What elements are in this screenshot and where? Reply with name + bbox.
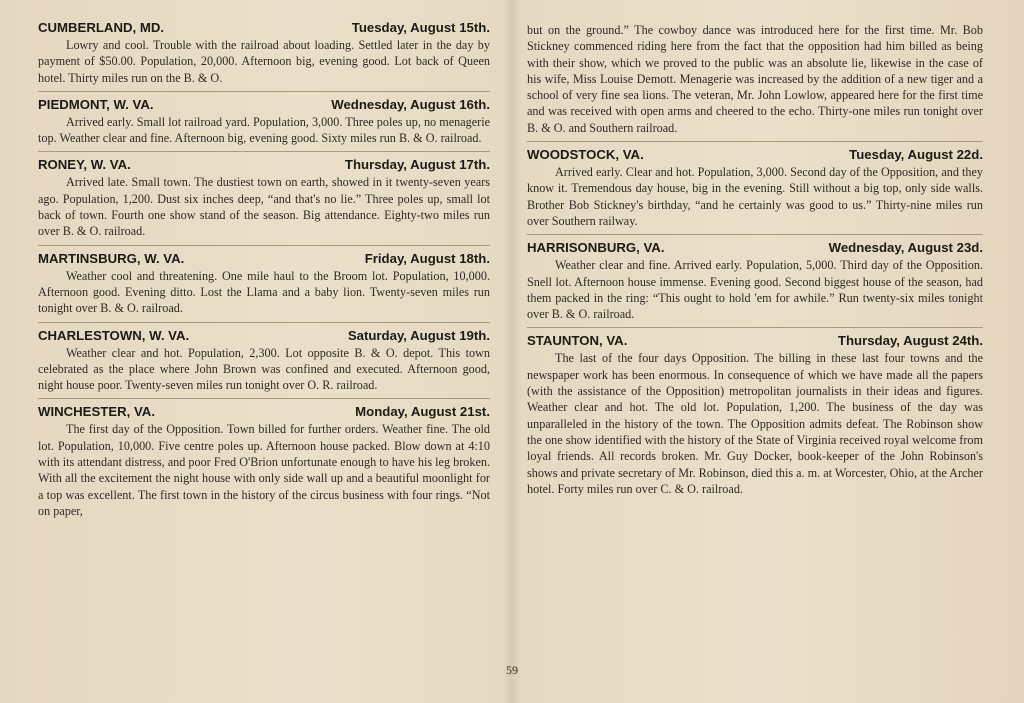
entry-staunton [527,333,983,502]
entry-harrisonburg [527,240,983,328]
entry-date: Tuesday, August 22d. [849,147,983,163]
page-number: 59 [506,663,518,677]
entry-roney [38,157,490,245]
entry-text: Lowry and cool. Trouble with the railroad about loading. Settled later in the day by payment of $50.00. Population, 20,000. Afternoon big, evening good. Lot back of Queen hotel. Thirty miles run on the B. & O. [38,38,490,85]
entry-place: WOODSTOCK, VA. [527,147,644,163]
entry-cumberland [38,20,490,92]
entry-heading [527,333,983,348]
entry-text: Arrived early. Small lot railroad yard. Population, 3,000. Three poles up, no menagerie top. Weather clear and fine. Afternoon big, evening good. Sixty miles run B. & O. railroad. [38,114,490,146]
entry-date: Thursday, August 17th. [344,157,490,173]
entry-place: RONEY, W. VA. [38,157,131,173]
entry-heading [38,404,490,419]
entry-heading [527,240,983,255]
entry-place: WINCHESTER, VA. [38,404,155,420]
entry-date: Monday, August 21st. [355,404,490,420]
left-column [38,20,490,529]
right-column [527,22,983,507]
entry-place: MARTINSBURG, W. VA. [38,250,185,266]
entry-heading [38,97,490,112]
entry-text: The last of the four days Opposition. The billing in these last four towns and the newspaper work has been enormous. In consequence of which we have made all the papers (with the assistance of the Opposition) metropolitan journalists in their ideas and figures. Weather clear and hot. The old lot. Population, 1,200. The business of the day was unparalleled in the history of the town. The Opposition admits defeat. The Robinson show the one show identified with the history of the State of Virginia received royal welcome from loyal friends. All records broken. Mr. Guy Docker, book-keeper of the John Robinson's shows and private secretary of Mr. Robinson, died this a. m. at Worcester, Ohio, at the Archer hotel. Forty miles run over C. & O. railroad. [527,351,983,496]
entry-heading [527,147,983,162]
entry-place: HARRISONBURG, VA. [527,240,665,256]
entry-text: The first day of the Opposition. Town billed for further orders. Weather fine. The old lot. Population, 10,000. Five centre poles up. Afternoon house packed. Blow down at 4:10 with its attendant distress, and poor Fred O'Brion unfortunate enough to have his leg broken. With all the excitement the night house with only side wall up and a beautiful moonlight for a top was excellent. The first town in the history of the circus business with four rings. “Not on paper, [38,422,490,518]
entry-date: Saturday, August 19th. [347,327,490,343]
continued-text: but on the ground.” The cowboy dance was introduced here for the first time. Mr. Bob Stickney commenced riding here from the fact that the opposition had him billed as being with their show, which we proved to the public was an absolute lie, likewise in the case of his wife, Miss Louise Demott. Menagerie was increased by the addition of a new tiger and a school of very fine sea lions. The veteran, Mr. John Lowlow, appeared here for the first time and was received with open arms and cheered to the echo. Thirty-one miles run tonight over B. & O. and Southern railroad. [527,23,983,135]
entry-place: STAUNTON, VA. [527,333,628,349]
entry-martinsburg [38,251,490,323]
entry-place: CUMBERLAND, MD. [38,20,165,35]
entry-text: Arrived late. Small town. The dustiest town on earth, showed in it twenty-seven years ago. Population, 1,200. Dust six inches deep, “and that's no lie.” Three poles up, small lot back of town. Fourth one show stand of the season. Big attendance. Eighty-two miles run over B. & O. railroad. [38,175,490,239]
entry-date: Friday, August 18th. [364,250,490,266]
entry-text: Weather clear and hot. Population, 2,300. Lot opposite B. & O. depot. This town celebrated as the place where John Brown was confined and executed. Afternoon good, night house poor. Twenty-seven miles run tonight over O. R. railroad. [38,345,490,393]
entry-charlestown [38,328,490,400]
entry-heading [38,251,490,266]
entry-date: Tuesday, August 15th. [351,20,490,35]
entry-text: Weather clear and fine. Arrived early. Population, 5,000. Third day of the Opposition. Snell lot. Afternoon house immense. Evening good. Second biggest house of the season, had them packed in the ring: “This ought to hold 'em for awhile.” Run twenty-six miles tonight over B. & O. railroad. [527,258,983,322]
entry-date: Wednesday, August 23d. [828,240,983,256]
entry-piedmont [38,97,490,153]
entry-place: CHARLESTOWN, W. VA. [38,327,190,343]
entry-text: Weather cool and threatening. One mile haul to the Broom lot. Population, 10,000. Afternoon good. Evening ditto. Lost the Llama and a baby lion. Twenty-seven miles run tonight over B. & O. railroad. [38,268,490,316]
entry-text: Arrived early. Clear and hot. Population, 3,000. Second day of the Opposition, and they know it. Tremendous day house, big in the evening. Still without a big top, only side walls. Brother Bob Stickney's birthday, “and he certainly was good to us.” Thirty-nine miles run over Southern railway. [527,165,983,228]
entry-woodstock [527,147,983,235]
entry-winchester [38,404,490,524]
entry-date: Wednesday, August 16th. [331,96,490,112]
entry-heading [38,20,490,35]
entry-place: PIEDMONT, W. VA. [38,96,154,112]
entry-date: Thursday, August 24th. [837,333,983,349]
entry-heading [38,157,490,172]
entry-heading [38,328,490,343]
entry-winchester-continued [527,22,983,142]
